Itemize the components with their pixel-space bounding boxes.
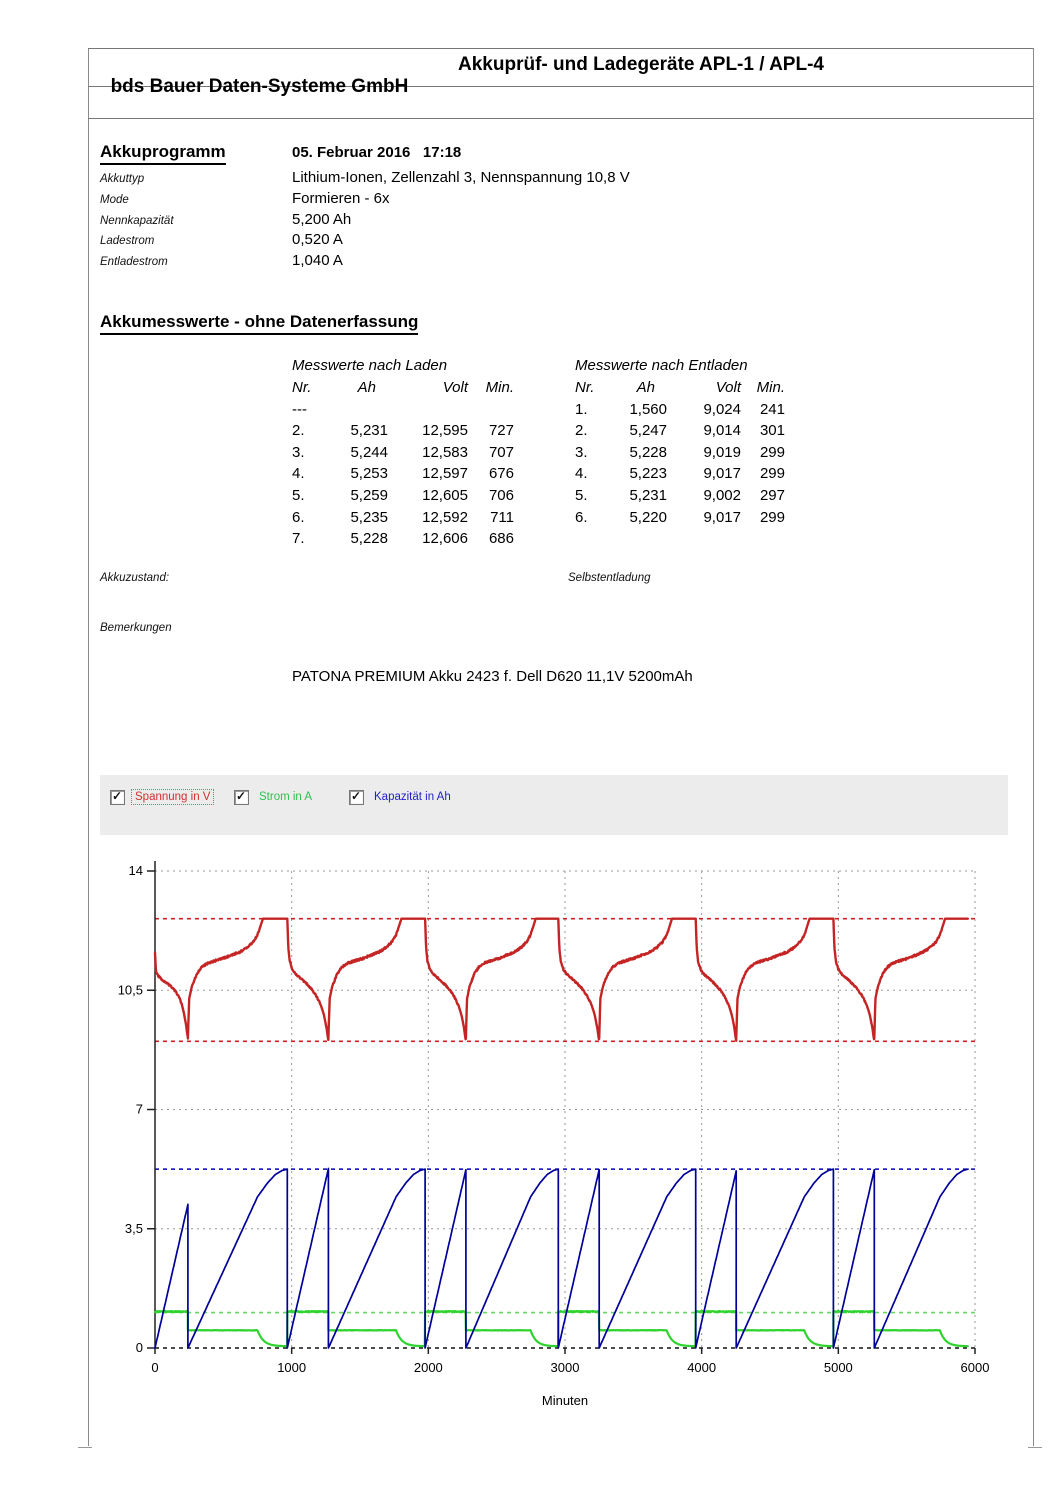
x-tick-label: 3000 (550, 1360, 580, 1375)
table-cell: 4. (292, 465, 305, 483)
table-row (292, 444, 518, 466)
table-cell: 299 (759, 443, 785, 461)
field-label: Akkuttyp (100, 173, 145, 185)
series-toggle-3[interactable] (349, 789, 455, 805)
table-row (575, 444, 789, 466)
table-cell: 299 (759, 508, 785, 526)
checkbox-icon[interactable] (110, 790, 125, 805)
product-name: Akkuprüf- und Ladegeräte APL-1 / APL-4 (458, 54, 824, 75)
table-row (292, 401, 518, 423)
field-label: Entladestrom (100, 256, 168, 269)
program-field-row (100, 211, 1000, 232)
table-cell: 5,228 (350, 530, 388, 548)
program-field-row (100, 231, 1000, 252)
program-fields (100, 169, 1000, 273)
x-tick-label: 0 (151, 1360, 159, 1375)
table-cell: 299 (759, 465, 785, 483)
table-cell: 727 (488, 422, 514, 440)
field-label: Mode (100, 193, 129, 206)
page-corner-right (1028, 1447, 1042, 1448)
table-cell: 5. (575, 486, 588, 504)
table-cell: 9,017 (703, 465, 741, 483)
table-row (575, 422, 789, 444)
table-header-cell: Volt (715, 379, 741, 396)
table-cell: 12,583 (422, 443, 468, 461)
table-cell: 3. (575, 443, 588, 461)
table-messwerte-entladen (575, 357, 789, 530)
frame-line-top (88, 48, 1033, 49)
table-header-cell: Nr. (575, 379, 595, 396)
checkmark-icon: ✓ (351, 788, 362, 803)
table-row (575, 487, 789, 509)
checkbox-icon[interactable] (349, 790, 364, 805)
program-field-row (100, 169, 1000, 190)
series-toggle-band (100, 775, 1008, 835)
table-row (292, 530, 518, 552)
page-corner-left (78, 1447, 92, 1448)
table-cell: 5,235 (350, 508, 388, 526)
table-cell: 686 (488, 530, 514, 548)
table-cell: 5,231 (350, 422, 388, 440)
table-cell: 5,220 (629, 508, 667, 526)
table-header-cell: Volt (442, 379, 468, 396)
y-tick-label: 10,5 (117, 982, 143, 998)
program-field-row (100, 252, 1000, 273)
document-header (100, 54, 1020, 120)
table-cell: 241 (759, 400, 785, 418)
section-akkumesswerte (100, 312, 418, 335)
x-tick-label: 4000 (687, 1360, 717, 1375)
program-datetime: 05. Februar 2016 17:18 (292, 144, 462, 161)
table-header-cell: Min. (485, 379, 514, 396)
series-toggle-label[interactable]: Kapazität in Ah (374, 791, 451, 803)
y-tick-label: 14 (128, 863, 143, 878)
field-value: 1,040 A (292, 252, 343, 270)
current-series-path (155, 1311, 968, 1346)
table-cell: 9,002 (703, 486, 741, 504)
table-cell: 6. (575, 508, 588, 526)
field-value: Lithium-Ionen, Zellenzahl 3, Nennspannung 10,8 V (292, 169, 630, 186)
table-cell: 9,024 (703, 400, 741, 418)
table-cell: 5,223 (629, 465, 667, 483)
x-tick-label: 2000 (413, 1360, 443, 1375)
label-akkuzustand: Akkuzustand: (100, 572, 170, 584)
series-toggle-2[interactable] (234, 789, 316, 805)
field-label: Ladestrom (100, 235, 155, 248)
table-cell: 1. (575, 400, 588, 418)
table-cell: 12,595 (422, 422, 468, 440)
table-cell: 706 (488, 486, 514, 504)
table-cell: 5,244 (350, 443, 388, 461)
voltage-series-path (155, 919, 968, 1041)
series-toggle-label[interactable]: Strom in A (259, 791, 313, 803)
series-toggle-label[interactable]: Spannung in V (131, 789, 214, 805)
table-row (292, 509, 518, 531)
table-cell: 6. (292, 508, 305, 526)
battery-cycle-chart (90, 845, 1020, 1420)
table-cell: 5,228 (629, 443, 667, 461)
table-cell: 7. (292, 530, 305, 548)
label-bemerkungen: Bemerkungen (100, 622, 172, 634)
checkmark-icon: ✓ (112, 788, 123, 803)
field-value: 5,200 Ah (292, 210, 352, 228)
battery-note: PATONA PREMIUM Akku 2423 f. Dell D620 11,1V 5200mAh (292, 668, 693, 685)
program-field-row (100, 190, 1000, 211)
table-cell: 9,019 (703, 443, 741, 461)
y-tick-label: 3,5 (124, 1220, 143, 1236)
table-cell: 711 (490, 508, 514, 526)
table-header-cell: Nr. (292, 379, 312, 396)
table-cell: 5. (292, 486, 305, 504)
section-akkuprogramm (100, 142, 226, 165)
table-cell: 9,017 (703, 508, 741, 526)
table-header-cell: Ah (636, 379, 655, 396)
table-cell: 4. (575, 465, 588, 483)
table-row (292, 487, 518, 509)
label-selbstentladung: Selbstentladung (568, 572, 651, 584)
capacity-series-path (155, 1169, 968, 1349)
table-cell: --- (292, 400, 307, 418)
table-cell: 707 (488, 443, 514, 461)
y-tick-label: 0 (135, 1340, 143, 1355)
akkuprogramm-title: Akkuprogramm (100, 142, 226, 165)
table-row (575, 465, 789, 487)
table-cell: 297 (759, 486, 785, 504)
table-messwerte-laden (292, 357, 518, 552)
company-name: bds Bauer Daten-Systeme GmbH (110, 76, 409, 97)
table-cell: 676 (488, 465, 514, 483)
x-axis-label: Minuten (541, 1393, 589, 1408)
field-value: Formieren - 6x (292, 189, 390, 207)
table-cell: 5,231 (629, 486, 667, 504)
x-tick-label: 5000 (823, 1360, 853, 1375)
table-header-row (292, 379, 518, 401)
table-cell: 5,247 (629, 422, 667, 440)
table-header-row (575, 379, 789, 401)
table-cell: 12,605 (422, 486, 468, 504)
field-value: 0,520 A (292, 231, 343, 249)
field-label: Nennkapazität (100, 214, 174, 227)
y-tick-label: 7 (135, 1101, 143, 1117)
table-cell: 2. (575, 422, 588, 440)
table-cell: 2. (292, 422, 305, 440)
checkmark-icon: ✓ (236, 788, 247, 803)
table-row (575, 509, 789, 531)
x-tick-label: 6000 (960, 1360, 990, 1375)
table-row (292, 465, 518, 487)
x-tick-label: 1000 (277, 1360, 307, 1375)
table-header-cell: Ah (357, 379, 376, 396)
series-toggle-1[interactable] (110, 789, 214, 805)
table-cell: 301 (759, 422, 785, 440)
table-cell: 12,592 (422, 508, 468, 526)
table-cell: 12,597 (422, 465, 468, 483)
table-cell: 5,253 (350, 465, 388, 483)
table-cell: 1,560 (629, 400, 667, 418)
table-cell: 3. (292, 443, 305, 461)
table-row (292, 422, 518, 444)
table-header-cell: Min. (756, 379, 785, 396)
table-row (575, 401, 789, 423)
table-cell: 5,259 (350, 486, 388, 504)
checkbox-icon[interactable] (234, 790, 249, 805)
table-cell: 12,606 (422, 530, 468, 548)
table-cell: 9,014 (703, 422, 741, 440)
akkumesswerte-title: Akkumesswerte - ohne Datenerfassung (100, 312, 418, 335)
table-title: Messwerte nach Entladen (575, 357, 748, 374)
table-title: Messwerte nach Laden (292, 357, 448, 374)
